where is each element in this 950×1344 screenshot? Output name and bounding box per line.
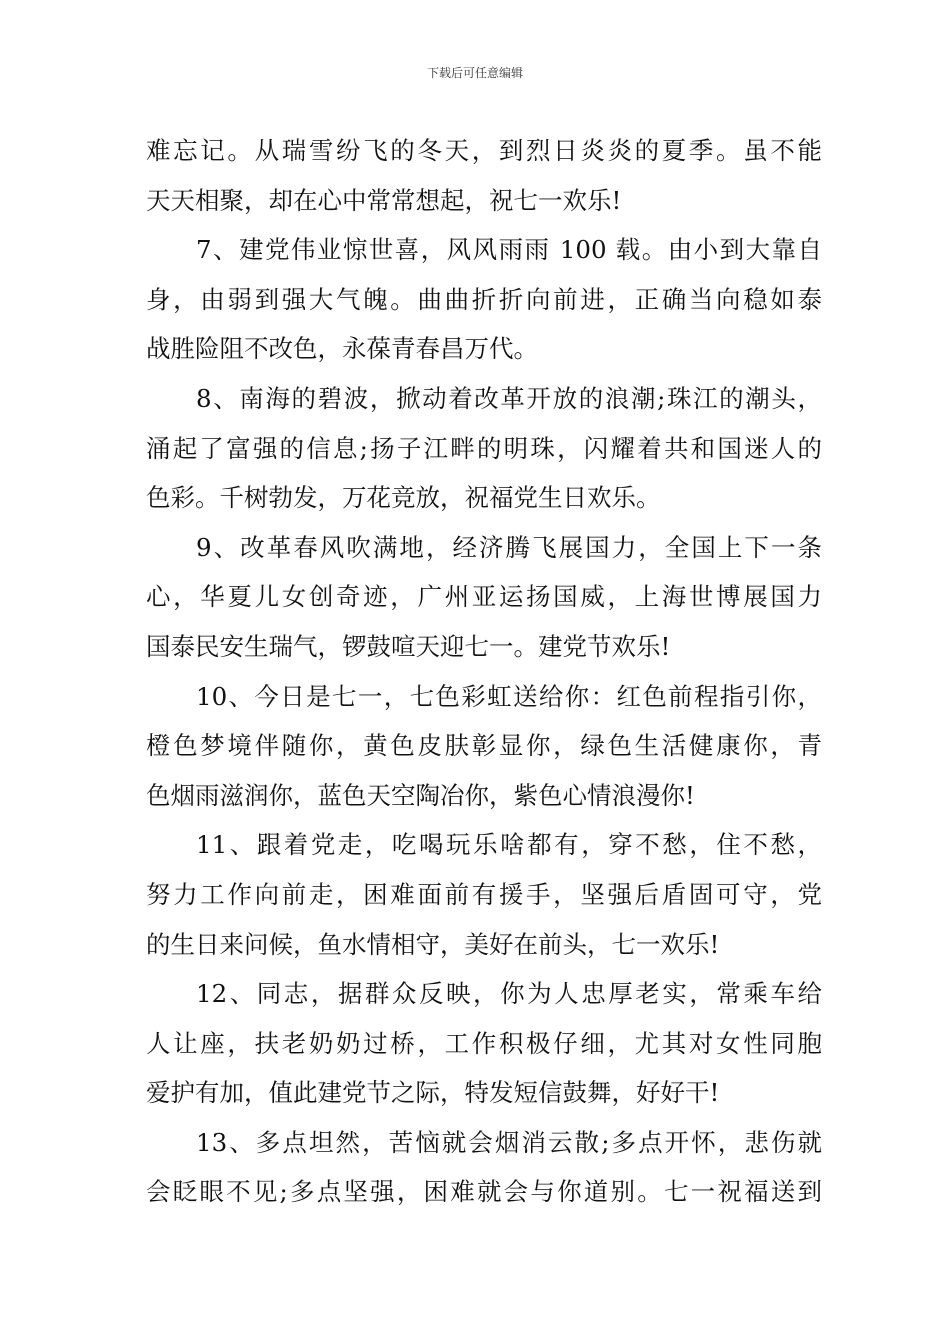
paragraph-start-13: 13、多点坦然，苦恼就会烟消云散;多点开怀，悲伤就 (196, 1127, 822, 1157)
text-line: 努力工作向前走，困难面前有援手，坚强后盾固可守，党 (146, 879, 822, 909)
text-line: 心，华夏儿女创奇迹，广州亚运扬国威，上海世博展国力 (146, 582, 822, 612)
paragraph-start-12: 12、同志，据群众反映，你为人忠厚老实，常乘车给 (196, 979, 822, 1009)
text-line: 色烟雨滋润你，蓝色天空陶冶你，紫色心情浪漫你! (146, 780, 695, 810)
paragraph-start-10: 10、今日是七一，七色彩虹送给你：红色前程指引你， (196, 681, 822, 711)
text-line: 橙色梦境伴随你，黄色皮肤彰显你，绿色生活健康你，青 (146, 731, 822, 761)
text-line: 的生日来问候，鱼水情相守，美好在前头，七一欢乐! (146, 929, 720, 959)
document-body (146, 126, 822, 1217)
text-line: 爱护有加，值此建党节之际，特发短信鼓舞，好好干! (146, 1078, 720, 1108)
text-line: 人让座，扶老奶奶过桥，工作积极仔细，尤其对女性同胞 (146, 1028, 822, 1058)
text-line: 会眨眼不见;多点坚强，困难就会与你道别。七一祝福送到 (146, 1177, 822, 1207)
text-line: 难忘记。从瑞雪纷飞的冬天，到烈日炎炎的夏季。虽不能 (146, 136, 822, 165)
page-header: 下载后可任意编辑 (426, 66, 523, 80)
text-line: 色彩。千树勃发，万花竞放，祝福党生日欢乐。 (146, 483, 661, 513)
paragraph-start-8: 8、南海的碧波，掀动着改革开放的浪潮;珠江的潮头， (196, 383, 822, 413)
text-line: 国泰民安生瑞气，锣鼓喧天迎七一。建党节欢乐! (146, 631, 671, 661)
paragraph-start-7: 7、建党伟业惊世喜，风风雨雨 100 载。由小到大靠自 (196, 235, 822, 265)
text-line: 战胜险阻不改色，永葆青春昌万代。 (146, 334, 538, 364)
text-line: 身，由弱到强大气魄。曲曲折折向前进，正确当向稳如泰 (146, 284, 822, 314)
paragraph-start-11: 11、跟着党走，吃喝玩乐啥都有，穿不愁，住不愁， (196, 830, 822, 860)
text-line: 涌起了富强的信息;扬子江畔的明珠，闪耀着共和国迷人的 (146, 433, 822, 463)
text-line: 天天相聚，却在心中常常想起，祝七一欢乐! (146, 185, 622, 215)
paragraph-start-9: 9、改革春风吹满地，经济腾飞展国力，全国上下一条 (196, 532, 822, 562)
